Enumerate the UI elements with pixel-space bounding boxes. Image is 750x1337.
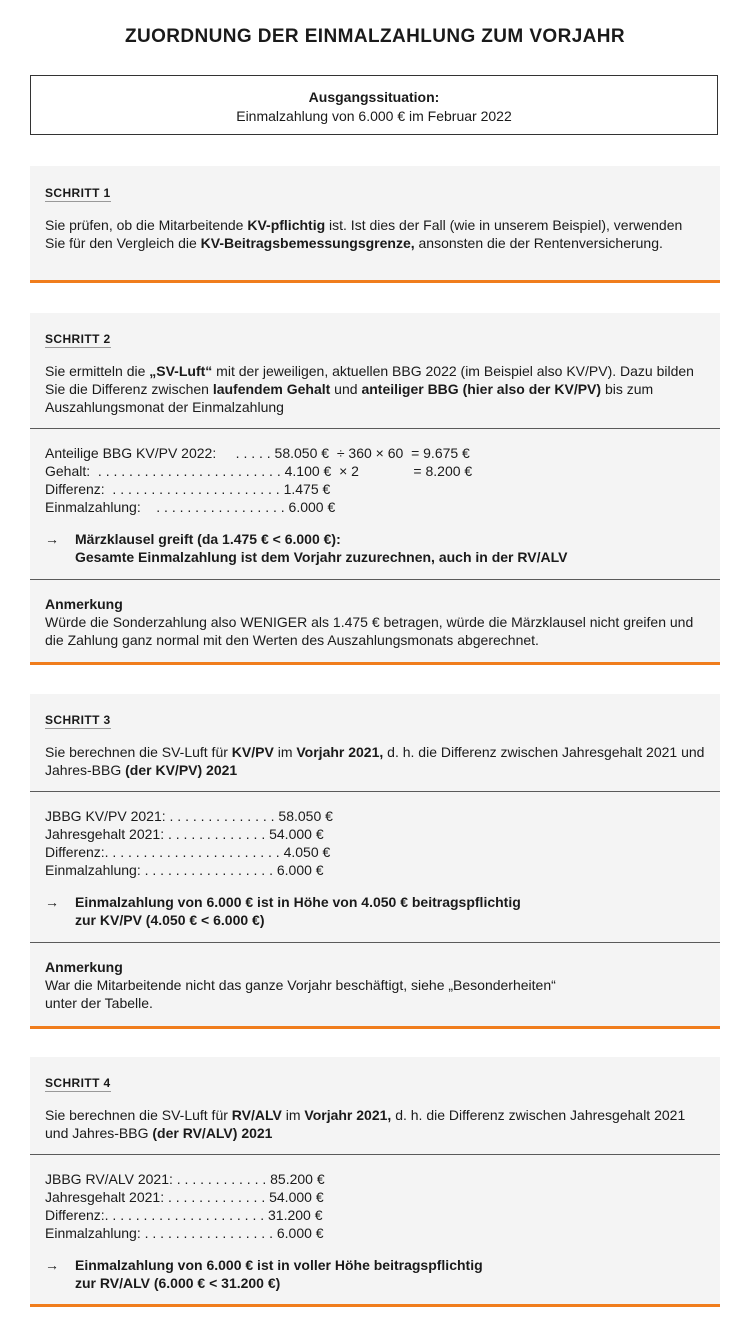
- calc-line: Anteilige BBG KV/PV 2022: . . . . . 58.050 € ÷ 360 × 60 = 9.675 €: [45, 445, 470, 461]
- calc-line: Einmalzahlung: . . . . . . . . . . . . . . . . . 6.000 €: [45, 862, 324, 878]
- conclusion: → Einmalzahlung von 6.000 € ist in Höhe von 4.050 € beitragspflichtig zur KV/PV (4.050 € < 6.000 €): [45, 894, 521, 928]
- calc-line: Differenz:. . . . . . . . . . . . . . . . . . . . . . . 4.050 €: [45, 844, 331, 860]
- step-3-card: [30, 694, 720, 1029]
- arrow-right-icon: →: [45, 1257, 59, 1273]
- step-text: Sie ermitteln die „SV-Luft“ mit der jeweiligen, aktuellen BBG 2022 (im Beispiel also KV/PV). Dazu bilden Sie die Differenz zwischen laufendem Gehalt und anteiliger BBG (hier also der KV/PV) bis zum Auszahlungsmonat der Einmalzahlung: [45, 363, 694, 415]
- note-text: Würde die Sonderzahlung also WENIGER als 1.475 € betragen, würde die Märzklausel nicht greifen und die Zahlung ganz normal mit den Werten des Auszahlungsmonats abgerechnet.: [45, 614, 694, 648]
- calc-line: Jahresgehalt 2021: . . . . . . . . . . . . . 54.000 €: [45, 1189, 324, 1205]
- calc-line: Differenz:. . . . . . . . . . . . . . . . . . . . . 31.200 €: [45, 1207, 323, 1223]
- calc-line: Gehalt: . . . . . . . . . . . . . . . . . . . . . . . . 4.100 € × 2 = 8.200 €: [45, 463, 473, 479]
- situation-box: [30, 75, 718, 135]
- step-2-card: [30, 313, 720, 665]
- note-text: War die Mitarbeitende nicht das ganze Vorjahr beschäftigt, siehe „Besonderheiten“: [45, 977, 556, 993]
- note-section: [30, 942, 720, 1012]
- page-title: ZUORDNUNG DER EINMALZAHLUNG ZUM VORJAHR: [124, 26, 626, 47]
- note-heading: Anmerkung: [45, 596, 123, 612]
- calc-line: JBBG RV/ALV 2021: . . . . . . . . . . . . 85.200 €: [45, 1171, 325, 1187]
- calc-line: Jahresgehalt 2021: . . . . . . . . . . . . . 54.000 €: [45, 826, 324, 842]
- situation-text: Einmalzahlung von 6.000 € im Februar 2022: [236, 108, 512, 124]
- calc-line: Differenz: . . . . . . . . . . . . . . . . . . . . . . 1.475 €: [45, 481, 331, 497]
- arrow-right-icon: →: [45, 531, 59, 547]
- calc-line: JBBG KV/PV 2021: . . . . . . . . . . . . . . 58.050 €: [45, 808, 333, 824]
- step-label: SCHRITT 3: [45, 713, 111, 727]
- step-text: Sie berechnen die SV-Luft für RV/ALV im Vorjahr 2021, d. h. die Differenz zwischen Jahresgehalt 2021 und Jahres-BBG (der RV/ALV) 2021: [45, 1107, 686, 1141]
- calculation-section: [30, 428, 720, 579]
- note-section: [30, 579, 720, 649]
- conclusion: → Einmalzahlung von 6.000 € ist in voller Höhe beitragspflichtig zur RV/ALV (6.000 € < 31.200 €): [45, 1257, 483, 1291]
- note-heading: Anmerkung: [45, 959, 123, 975]
- arrow-right-icon: →: [45, 894, 59, 910]
- step-label: SCHRITT 4: [45, 1076, 111, 1090]
- calculation-section: [30, 1154, 720, 1292]
- note-text: unter der Tabelle.: [45, 995, 153, 1011]
- step-1-card: [30, 166, 720, 283]
- calc-line: Einmalzahlung: . . . . . . . . . . . . . . . . . 6.000 €: [45, 499, 336, 515]
- step-text: Sie prüfen, ob die Mitarbeitende KV-pflichtig ist. Ist dies der Fall (wie in unserem Beispiel), verwenden Sie für den Vergleich die KV-Beitragsbemessungsgrenze, ansonsten die der Rentenversicherung.: [45, 217, 683, 251]
- calculation-section: [30, 791, 720, 942]
- calc-line: Einmalzahlung: . . . . . . . . . . . . . . . . . 6.000 €: [45, 1225, 324, 1241]
- conclusion: → Märzklausel greift (da 1.475 € < 6.000 €): Gesamte Einmalzahlung ist dem Vorjahr zuzurechnen, auch in der RV/ALV: [45, 531, 568, 565]
- step-4-card: [30, 1057, 720, 1307]
- step-label: SCHRITT 1: [45, 186, 111, 200]
- step-label: SCHRITT 2: [45, 332, 111, 346]
- situation-heading: Ausgangssituation:: [308, 89, 440, 105]
- step-text: Sie berechnen die SV-Luft für KV/PV im Vorjahr 2021, d. h. die Differenz zwischen Jahresgehalt 2021 und Jahres-BBG (der KV/PV) 2021: [45, 744, 705, 778]
